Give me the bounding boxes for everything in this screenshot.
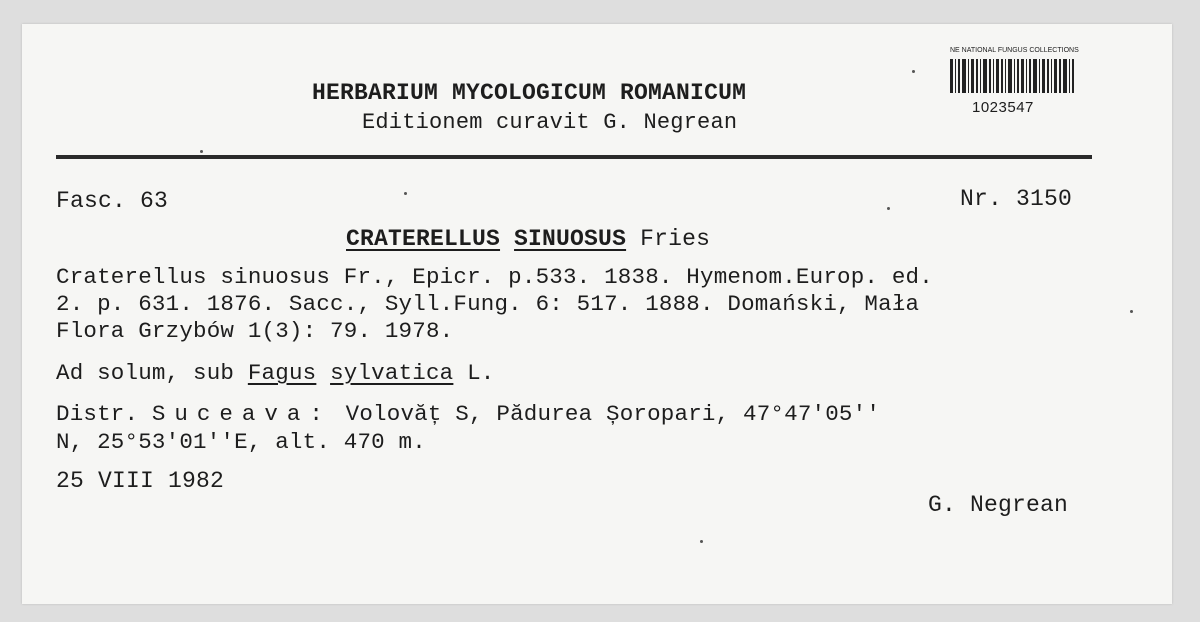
citation-line-3: Flora Grzybów 1(3): 79. 1978. — [56, 318, 454, 344]
barcode-sticker — [946, 47, 1086, 133]
paper-speck — [700, 540, 703, 543]
citation-line-1: Craterellus sinuosus Fr., Epicr. p.533. 1838. Hymenom.Europ. ed. — [56, 264, 933, 290]
citation-block — [56, 264, 933, 345]
collection-date: 25 VIII 1982 — [56, 468, 225, 494]
genus: CRATERELLUS — [346, 226, 501, 252]
paper-speck — [200, 150, 203, 153]
distribution-block — [56, 400, 880, 456]
host-epithet: sylvatica — [330, 360, 454, 386]
barcode-icon — [950, 59, 1080, 93]
county-name: Suceava: — [151, 401, 332, 427]
habitat-line — [56, 360, 495, 386]
paper-speck — [1130, 310, 1133, 313]
barcode-number: 1023547 — [972, 99, 1034, 116]
herbarium-title: HERBARIUM MYCOLOGICUM ROMANICUM — [312, 80, 747, 106]
collector-name: G. Negrean — [928, 492, 1069, 518]
host-genus: Fagus — [247, 360, 317, 386]
paper-speck — [912, 70, 915, 73]
barcode-caption: NE NATIONAL FUNGUS COLLECTIONS — [950, 47, 1079, 54]
locality: Volovăț S, Pădurea Șoropari, 47°47'05'' — [331, 401, 881, 427]
habitat-prefix: Ad solum, sub — [56, 360, 248, 386]
header-divider — [56, 155, 1092, 159]
distribution-line-2: N, 25°53'01''E, alt. 470 m. — [56, 429, 426, 455]
fascicle-number: Fasc. 63 — [56, 188, 169, 214]
species-name — [346, 226, 710, 252]
specimen-number: Nr. 3150 — [960, 186, 1073, 212]
host-author: L. — [453, 360, 495, 386]
editor-line: Editionem curavit G. Negrean — [362, 110, 738, 135]
distribution-label: Distr. — [56, 401, 152, 427]
paper-speck — [404, 192, 407, 195]
citation-line-2: 2. p. 631. 1876. Sacc., Syll.Fung. 6: 517. 1888. Domański, Mała — [56, 291, 920, 317]
paper-speck — [887, 207, 890, 210]
distribution-line-1 — [56, 400, 880, 428]
species-author: Fries — [640, 226, 711, 252]
epithet: SINUOSUS — [514, 226, 627, 252]
